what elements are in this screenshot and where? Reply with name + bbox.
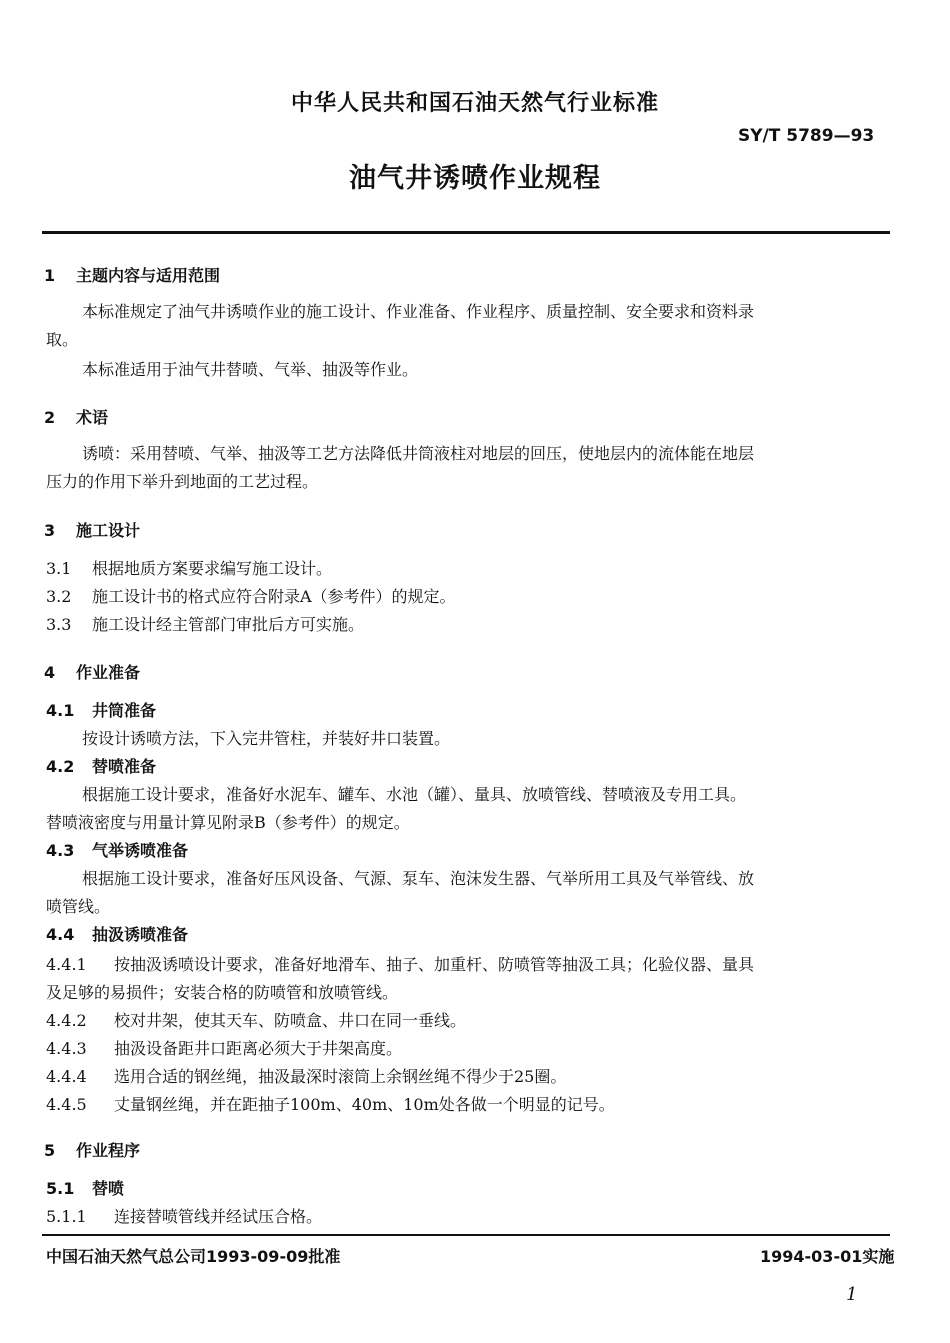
subsection-number: 4.2 (46, 757, 75, 776)
section-number: 1 (44, 266, 56, 285)
document-title: 油气井诱喷作业规程 (349, 163, 601, 194)
paragraph: 根据施工设计要求，准备好压风设备、气源、泵车、泡沫发生器、气举所用工具及气举管线、放 (82, 869, 755, 888)
clause-text: 根据地质方案要求编写施工设计。 (92, 559, 333, 578)
paragraph: 按设计诱喷方法，下入完井管柱，并装好井口装置。 (82, 729, 451, 748)
subsection-title: 替喷 (92, 1179, 125, 1198)
clause-text: 施工设计书的格式应符合附录A（参考件）的规定。 (92, 587, 456, 606)
clause-text: 抽汲设备距井口距离必须大于井架高度。 (114, 1039, 403, 1058)
subsection-number: 5.1 (46, 1179, 75, 1198)
subsection-title: 抽汲诱喷准备 (92, 925, 189, 944)
clause-number: 5.1.1 (46, 1207, 87, 1226)
clause-number: 3.2 (46, 587, 72, 606)
standard-code: SY/T 5789—93 (738, 126, 875, 146)
subsection-title: 替喷准备 (92, 757, 157, 776)
section-number: 5 (44, 1141, 56, 1160)
approval-line: 中国石油天然气总公司1993-09-09批准 (46, 1247, 341, 1266)
clause-number: 4.4.3 (46, 1039, 87, 1058)
section-number: 2 (44, 408, 56, 427)
clause-number: 4.4.5 (46, 1095, 87, 1114)
paragraph: 取。 (46, 330, 79, 349)
clause-text: 施工设计经主管部门审批后方可实施。 (92, 615, 365, 634)
section-title: 术语 (76, 408, 109, 427)
effective-date: 1994-03-01实施 (760, 1247, 895, 1266)
section-title: 施工设计 (76, 521, 141, 540)
subsection-number: 4.4 (46, 925, 75, 944)
clause-text: 连接替喷管线并经试压合格。 (114, 1207, 323, 1226)
paragraph: 替喷液密度与用量计算见附录B（参考件）的规定。 (46, 813, 410, 832)
clause-number: 3.3 (46, 615, 72, 634)
section-title: 作业程序 (76, 1141, 141, 1160)
clause-text: 选用合适的钢丝绳，抽汲最深时滚筒上余钢丝绳不得少于25圈。 (114, 1067, 567, 1086)
paragraph: 本标准适用于油气井替喷、气举、抽汲等作业。 (82, 360, 419, 379)
subsection-number: 4.3 (46, 841, 75, 860)
paragraph: 压力的作用下举升到地面的工艺过程。 (46, 472, 319, 491)
section-title: 作业准备 (76, 663, 141, 682)
subsection-title: 井筒准备 (92, 701, 157, 720)
clause-text: 及足够的易损件；安装合格的防喷管和放喷管线。 (46, 983, 399, 1002)
section-number: 3 (44, 521, 56, 540)
section-title: 主题内容与适用范围 (76, 266, 221, 285)
paragraph: 喷管线。 (46, 897, 111, 916)
clause-number: 3.1 (46, 559, 72, 578)
clause-text: 丈量钢丝绳，并在距抽子100m、40m、10m处各做一个明显的记号。 (114, 1095, 615, 1114)
clause-text: 校对井架，使其天车、防喷盒、井口在同一垂线。 (114, 1011, 467, 1030)
clause-text: 按抽汲诱喷设计要求，准备好地滑车、抽子、加重杆、防喷管等抽汲工具；化验仪器、量具 (114, 955, 755, 974)
footer-rule (42, 1234, 890, 1236)
paragraph: 诱喷：采用替喷、气举、抽汲等工艺方法降低井筒液柱对地层的回压，使地层内的流体能在地层 (82, 444, 755, 463)
org-title: 中华人民共和国石油天然气行业标准 (290, 91, 659, 116)
paragraph: 根据施工设计要求，准备好水泥车、罐车、水池（罐）、量具、放喷管线、替喷液及专用工具。 (82, 785, 747, 804)
paragraph: 本标准规定了油气井诱喷作业的施工设计、作业准备、作业程序、质量控制、安全要求和资料录 (82, 302, 755, 321)
clause-number: 4.4.2 (46, 1011, 87, 1030)
subsection-title: 气举诱喷准备 (92, 841, 189, 860)
section-number: 4 (44, 663, 56, 682)
clause-number: 4.4.1 (46, 955, 87, 974)
page-number: 1 (846, 1284, 858, 1305)
clause-number: 4.4.4 (46, 1067, 87, 1086)
subsection-number: 4.1 (46, 701, 75, 720)
header-rule (42, 231, 890, 234)
